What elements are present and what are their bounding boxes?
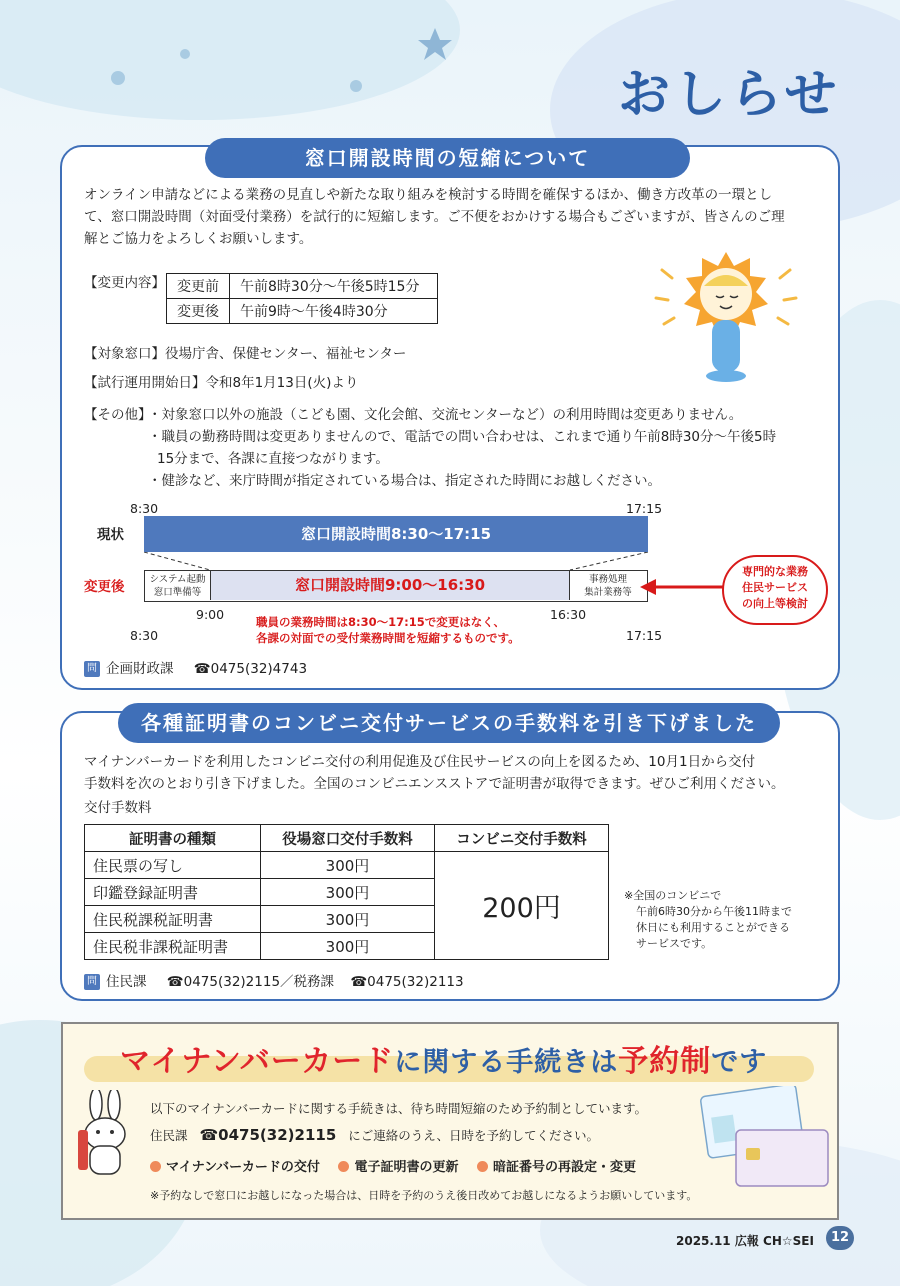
table-cell: 300円 (261, 906, 435, 933)
convenience-note: ※全国のコンビニで 午前6時30分から午後11時まで 休日にも利用することができる サービスです。 (624, 889, 792, 950)
table-cell: 印鑑登録証明書 (85, 879, 261, 906)
table-header: 役場窓口交付手数料 (261, 825, 435, 852)
convenience-fee-cell: 200円 (435, 852, 609, 960)
time-label: 16:30 (550, 607, 587, 622)
table-cell: 300円 (261, 879, 435, 906)
table-cell: 変更後 (167, 299, 230, 324)
start-date: 【試行運用開始日】令和8年1月13日(火)より (84, 375, 359, 391)
startup-segment: システム起動 窓口準備等 (145, 571, 211, 600)
change-label: 【変更内容】 (84, 275, 165, 291)
target-windows: 【対象窓口】役場庁舎、保健センター、福祉センター (84, 346, 407, 362)
dashed-guides (144, 552, 648, 572)
list-item: マイナンバーカードの交付 (150, 1160, 320, 1175)
red-note: 職員の業務時間は8:30〜17:15で変更はなく、 各課の対面での受付業務時間を短縮するものです。 (256, 615, 520, 645)
table-cell: 住民票の写し (85, 852, 261, 879)
list-item: ・職員の勤務時間は変更ありませんので、電話での問い合わせは、これまで通り午前8時30分〜午後5時 (148, 429, 777, 445)
table-cell: 住民税課税証明書 (85, 906, 261, 933)
current-hours-bar: 窓口開設時間8:30〜17:15 (144, 516, 648, 552)
table-header: コンビニ交付手数料 (435, 825, 609, 852)
closing-segment: 事務処理 集計業務等 (569, 571, 646, 600)
table-cell: 午前8時30分〜午後5時15分 (230, 274, 438, 299)
table-row (85, 852, 609, 879)
rabbit-mascot-illustration (72, 1090, 138, 1178)
time-label: 17:15 (626, 501, 663, 516)
new-hours-bar (144, 570, 648, 602)
time-label: 9:00 (196, 607, 225, 622)
table-row (167, 274, 438, 299)
inquiry-icon: 問 (84, 661, 100, 677)
list-item: 暗証番号の再設定・変更 (477, 1160, 636, 1175)
inquiry-icon: 問 (84, 974, 100, 990)
list-item: ・対象窓口以外の施設（こども園、文化会館、交流センターなど）の利用時間は変更ありません。 (148, 407, 743, 423)
reservation-line2: 住民課 ☎0475(32)2115 にご連絡のうえ、日時を予約してください。 (150, 1126, 600, 1144)
table-cell: 300円 (261, 933, 435, 960)
fee-table-caption: 交付手数料 (84, 800, 152, 816)
fee-table (84, 824, 609, 960)
table-header-row (85, 825, 609, 852)
reservation-note: ※予約なしで窓口にお越しになった場合は、日時を予約のうえ後日改めてお越しになるようお願いしています。 (150, 1189, 698, 1202)
footer-issue: 2025.11 広報 CH☆SEI (676, 1234, 814, 1248)
procedure-list (150, 1157, 636, 1179)
new-hours-segment: 窓口開設時間9:00〜16:30 (211, 571, 569, 600)
specialist-work-note: 専門的な業務 住民サービス の向上等検討 (722, 555, 828, 625)
hours-change-table (166, 273, 438, 324)
section-convenience-fee-heading: 各種証明書のコンビニ交付サービスの手数料を引き下げました (118, 703, 780, 743)
phone-number: ☎0475(32)4743 (193, 661, 308, 677)
phone-number: ☎0475(32)2115／税務課 (166, 974, 335, 990)
sun-mascot-illustration (650, 250, 800, 385)
reservation-line1: 以下のマイナンバーカードに関する手続きは、待ち時間短縮のため予約制としています。 (150, 1101, 648, 1116)
new-label: 変更後 (84, 579, 125, 595)
page-number: 12 (826, 1226, 854, 1250)
time-label: 17:15 (626, 628, 663, 643)
table-row (167, 299, 438, 324)
arrow-left-icon (640, 578, 724, 596)
time-label: 8:30 (130, 628, 159, 643)
phone-number: ☎0475(32)2113 (350, 974, 464, 990)
other-list (148, 404, 838, 492)
time-label: 8:30 (130, 501, 159, 516)
other-label: 【その他】 (84, 407, 152, 423)
phone-number: ☎0475(32)2115 (199, 1126, 337, 1144)
table-cell: 300円 (261, 852, 435, 879)
list-item: 15分まで、各課に直接つながります。 (157, 451, 389, 467)
list-item: ・健診など、来庁時間が指定されている場合は、指定された時間にお越しください。 (148, 473, 661, 489)
contact-line: 問 企画財政課 ☎0475(32)4743 (84, 658, 307, 680)
table-header: 証明書の種類 (85, 825, 261, 852)
table-cell: 変更前 (167, 274, 230, 299)
contact-line: 問 住民課 ☎0475(32)2115／税務課 ☎0475(32)2113 (84, 971, 464, 993)
page-title: おしらせ (618, 65, 841, 125)
list-item: 電子証明書の更新 (338, 1160, 458, 1175)
section-mynumber-heading: マイナンバーカードに関する手続きは予約制です (120, 1044, 768, 1079)
current-label: 現状 (97, 527, 124, 543)
section2-intro: マイナンバーカードを利用したコンビニ交付の利用促進及び住民サービスの向上を図るため、10月1日から交付 手数料を次のとおり引き下げました。全国のコンビニエンスストアで証明書が取得できます。ぜひご利用ください。 (84, 754, 785, 792)
table-cell: 住民税非課税証明書 (85, 933, 261, 960)
section-window-hours-heading: 窓口開設時間の短縮について (205, 138, 690, 178)
table-cell: 午前9時〜午後4時30分 (230, 299, 438, 324)
section1-intro: オンライン申請などによる業務の見直しや新たな取り組みを検討する時間を確保するほか、働き方改革の一環とし て、窓口開設時間（対面受付業務）を試行的に短縮します。ご不便をおかけする場合もございますが、皆さんのご理 解とご協力をよろしくお願いします。 (84, 187, 785, 247)
mynumber-card-illustration (700, 1086, 830, 1190)
